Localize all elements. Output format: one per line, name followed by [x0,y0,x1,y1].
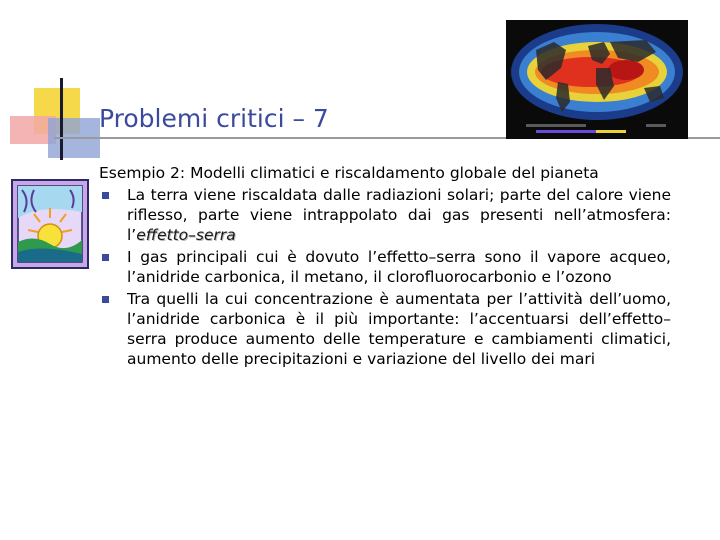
bullet-text: Tra quelli la cui concentrazione è aumentata per l’attività dell’uomo, l’anidride carbonica è il più importante: l’accentuarsi dell’effetto–serra produce aumento delle temperature e cambiamenti climatici, aumento delle precipitazioni e variazione del livello dei mari [127,290,671,368]
bullet-square-icon [102,254,109,261]
world-temperature-map-icon [506,20,688,139]
example-heading: Esempio 2: Modelli climatici e riscaldamento globale del pianeta [99,164,599,182]
bullet-square-icon [102,192,109,199]
sunset-landscape-clipart-icon [10,178,90,270]
decorative-vertical-line [60,78,63,160]
bullet-item [99,289,671,369]
bullet-item [99,247,671,287]
bullet-text: I gas principali cui è dovuto l’effetto–serra sono il vapore acqueo, l’anidride carbonica, il metano, il clorofluorocarbonio e l’ozono [127,248,671,286]
bullet-text: La terra viene riscaldata dalle radiazioni solari; parte del calore viene riflesso, parte viene intrappolato dai gas presenti nell’atmosfera: l’ [127,186,671,244]
bullet-square-icon [102,296,109,303]
bullet-item [99,185,671,245]
bullet-list [99,185,671,369]
emphasis-text: effetto–serra [136,226,236,244]
slide-body [99,163,671,371]
slide-title: Problemi critici – 7 [99,104,329,133]
